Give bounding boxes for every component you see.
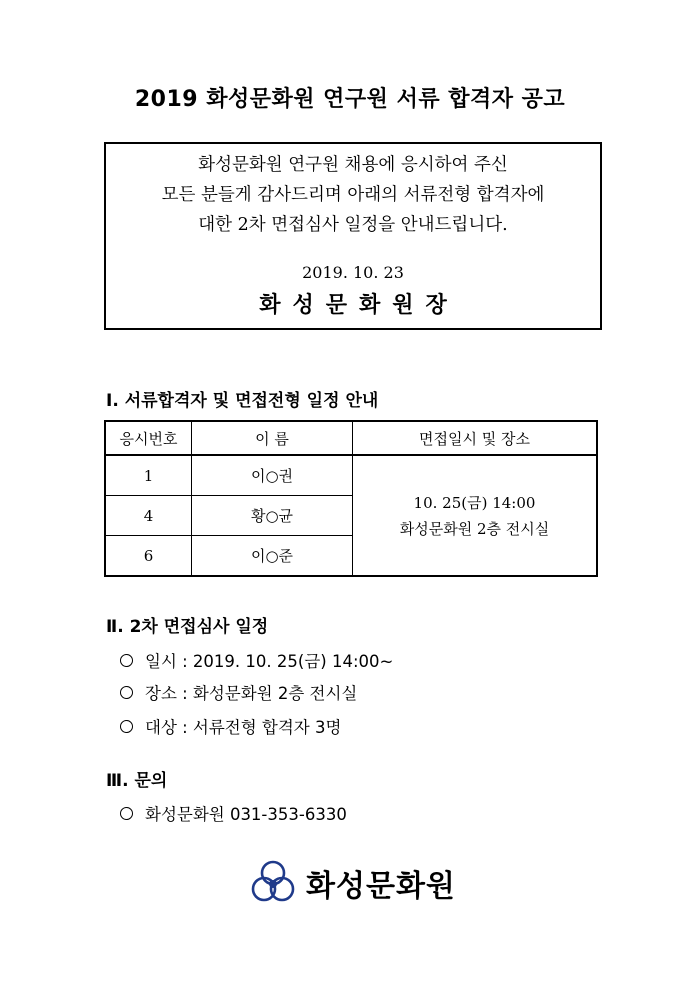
- section-3-heading: Ⅲ. 문의: [106, 771, 168, 791]
- interview-datetime: 10. 25(금) 14:00: [413, 493, 536, 512]
- notice-line-2: 모든 분들게 감사드리며 아래의 서류전형 합격자에: [161, 185, 545, 205]
- applicant-name: 이○권: [192, 455, 353, 496]
- notice-box: [104, 142, 602, 330]
- hwaseong-culture-center-logo: [248, 858, 456, 908]
- column-header-name: 이 름: [192, 421, 353, 455]
- contact-item: [120, 801, 347, 825]
- schedule-item-target: [120, 714, 341, 738]
- applicant-name: 황○균: [192, 496, 353, 536]
- schedule-item-text: 장소 : 화성문화원 2층 전시실: [145, 684, 358, 703]
- interview-place: 화성문화원 2층 전시실: [399, 519, 550, 538]
- section-1-heading: Ⅰ. 서류합격자 및 면접전형 일정 안내: [106, 391, 379, 411]
- table-row: [105, 455, 597, 496]
- schedule-table: [104, 420, 598, 577]
- applicant-number: 6: [105, 536, 192, 577]
- document-title: 2019 화성문화원 연구원 서류 합격자 공고: [134, 87, 566, 112]
- circle-bullet-icon: [120, 654, 133, 667]
- column-header-schedule: 면접일시 및 장소: [353, 421, 598, 455]
- circle-bullet-icon: [120, 720, 133, 733]
- notice-signature: 화성문화원장: [259, 292, 459, 318]
- notice-line-3: 대한 2차 면접심사 일정을 안내드립니다.: [198, 215, 508, 235]
- notice-line-1: 화성문화원 연구원 채용에 응시하여 주신: [198, 155, 508, 175]
- schedule-item-text: 대상 : 서류전형 합격자 3명: [145, 718, 342, 737]
- contact-text: 화성문화원 031-353-6330: [145, 805, 347, 824]
- flower-emblem-icon: [248, 858, 298, 908]
- schedule-item-text: 일시 : 2019. 10. 25(금) 14:00~: [145, 652, 394, 671]
- circle-bullet-icon: [120, 807, 133, 820]
- applicant-number: 1: [105, 455, 192, 496]
- section-2-heading: Ⅱ. 2차 면접심사 일정: [106, 617, 269, 637]
- schedule-item-datetime: [120, 648, 393, 672]
- circle-bullet-icon: [120, 686, 133, 699]
- column-header-number: 응시번호: [105, 421, 192, 455]
- schedule-item-place: [120, 680, 357, 704]
- applicant-name: 이○준: [192, 536, 353, 577]
- table-header-row: [105, 421, 597, 455]
- notice-date: 2019. 10. 23: [302, 263, 404, 282]
- interview-schedule-cell: [353, 455, 598, 576]
- logo-text: 화성문화원: [306, 869, 456, 904]
- applicant-number: 4: [105, 496, 192, 536]
